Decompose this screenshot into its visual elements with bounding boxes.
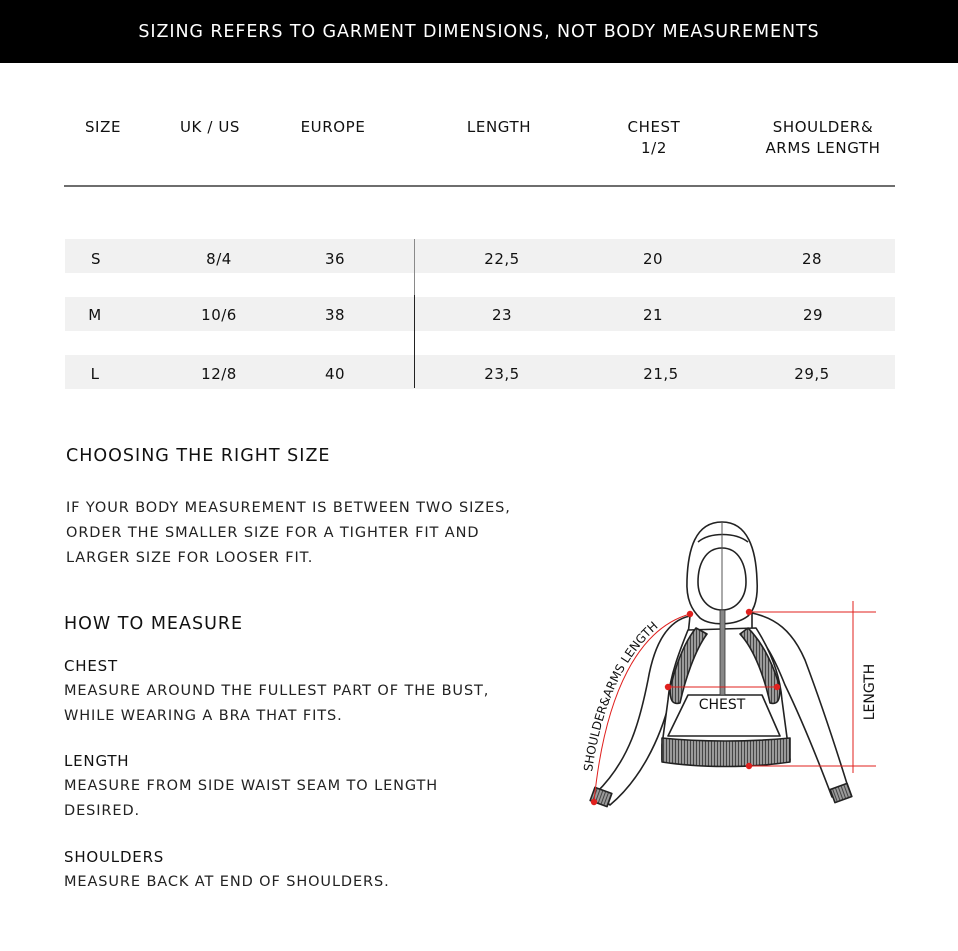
cell-shoulder-arms: 28 — [801, 250, 823, 268]
how-to-measure-title: HOW TO MEASURE — [64, 614, 244, 634]
shoulders-text: MEASURE BACK AT END OF SHOULDERS. — [64, 874, 390, 890]
cell-length: 23,5 — [484, 365, 520, 383]
cell-europe: 36 — [324, 250, 346, 268]
col-header-shoulder-arms: SHOULDER& ARMS LENGTH — [765, 118, 881, 157]
cell-europe: 40 — [324, 365, 346, 383]
length-text: MEASURE FROM SIDE WAIST SEAM TO LENGTH DESIRED. — [64, 778, 439, 819]
info-banner — [0, 0, 958, 63]
cell-length: 22,5 — [484, 250, 520, 268]
shoulders-heading: SHOULDERS — [64, 848, 165, 866]
column-divider-top — [414, 239, 415, 295]
cell-size: L — [90, 365, 100, 383]
length-label: LENGTH — [862, 663, 878, 721]
cell-uk-us: 12/8 — [201, 365, 237, 383]
cell-shoulder-arms: 29,5 — [794, 365, 830, 383]
chest-label: CHEST — [698, 697, 746, 713]
cell-chest: 21 — [642, 306, 664, 324]
cell-chest: 20 — [642, 250, 664, 268]
col-header-length: LENGTH — [466, 118, 532, 136]
col-header-size: SIZE — [84, 118, 122, 136]
hoodie-measurement-diagram — [570, 510, 890, 820]
cell-length: 23 — [491, 306, 513, 324]
length-heading: LENGTH — [64, 752, 130, 770]
cell-uk-us: 10/6 — [201, 306, 237, 324]
col-header-uk-us: UK / US — [179, 118, 241, 136]
banner-text: SIZING REFERS TO GARMENT DIMENSIONS, NOT BODY MEASUREMENTS — [138, 21, 820, 42]
chest-heading: CHEST — [64, 657, 118, 675]
cell-size: M — [88, 306, 102, 324]
shoulder-arms-label: SHOULDER&ARMS LENGTH — [581, 618, 661, 773]
cell-shoulder-arms: 29 — [802, 306, 824, 324]
chest-text: MEASURE AROUND THE FULLEST PART OF THE BUST, WHILE WEARING A BRA THAT FITS. — [64, 683, 490, 724]
header-divider — [64, 185, 895, 187]
cell-europe: 38 — [324, 306, 346, 324]
cell-chest: 21,5 — [643, 365, 679, 383]
choosing-text: IF YOUR BODY MEASUREMENT IS BETWEEN TWO SIZES, ORDER THE SMALLER SIZE FOR A TIGHTER FIT AND LARGER SIZE FOR LOOSER FIT. — [66, 500, 511, 566]
cell-size: S — [90, 250, 102, 268]
cell-uk-us: 8/4 — [206, 250, 232, 268]
choosing-title: CHOOSING THE RIGHT SIZE — [66, 446, 331, 466]
col-header-europe: EUROPE — [300, 118, 366, 136]
col-header-chest: CHEST 1/2 — [627, 118, 681, 157]
